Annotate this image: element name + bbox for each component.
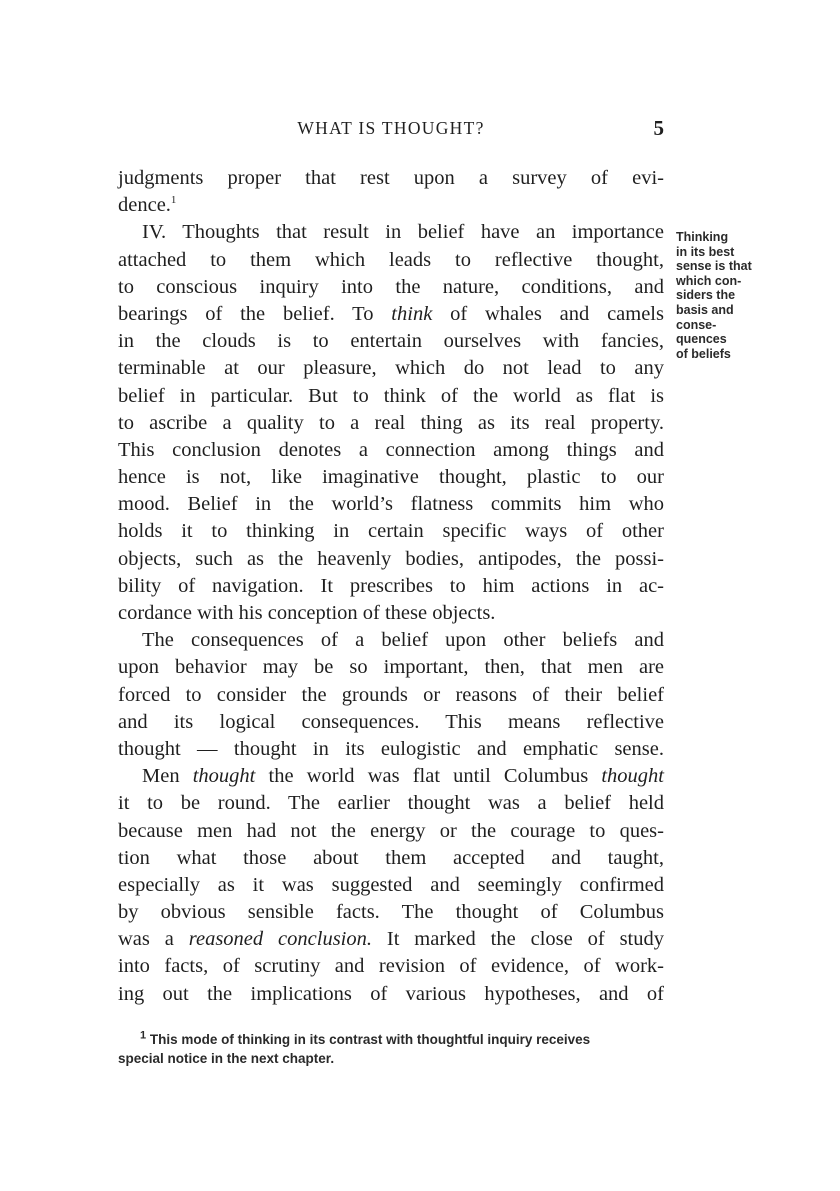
text-line: Men thought the world was flat until Columbus thought — [142, 765, 665, 788]
text-line: mood. Belief in the world’s flatness commits him who — [118, 493, 664, 516]
margin-note-line: siders the — [676, 288, 736, 303]
text-line: ing out the implications of various hypotheses, and of — [118, 982, 664, 1005]
text-line: terminable at our pleasure, which do not lead to any — [118, 357, 664, 380]
margin-note-line: Thinking — [676, 230, 729, 244]
footnote — [118, 1030, 674, 1068]
text-line: bility of navigation. It prescribes to him actions in ac- — [118, 574, 664, 597]
running-title: WHAT IS THOUGHT? — [297, 118, 485, 138]
text-line: judgments proper that rest upon a survey of evi- — [118, 167, 664, 189]
text-line: IV. Thoughts that result in belief have an importance — [142, 221, 664, 244]
text-line: to ascribe a quality to a real thing as its real property. — [118, 411, 664, 434]
margin-note-line: basis and — [676, 302, 734, 317]
paragraph — [118, 627, 664, 763]
margin-note-line: sense is that — [676, 259, 752, 274]
paragraph — [118, 219, 664, 627]
text-line: especially as it was suggested and seemingly confirmed — [118, 873, 664, 896]
text-line: because men had not the energy or the courage to ques- — [118, 819, 664, 842]
text-line: forced to consider the grounds or reasons of their belief — [118, 683, 664, 706]
text-line: belief in particular. But to think of the world as flat is — [118, 384, 664, 407]
text-line: attached to them which leads to reflective thought, — [118, 248, 664, 271]
text-line: into facts, of scrutiny and revision of evidence, of work- — [118, 955, 664, 978]
body-text — [118, 165, 664, 1008]
text-line: dence.$^1$ — [118, 194, 177, 217]
text-line: objects, such as the heavenly bodies, antipodes, the possi- — [118, 547, 664, 570]
running-header — [118, 118, 664, 144]
margin-note-line: conse- — [676, 317, 717, 332]
footnote-ref: 1 — [170, 194, 177, 207]
paragraph — [118, 165, 664, 219]
page-number: 5 — [653, 116, 664, 140]
text-line: by obvious sensible facts. The thought of Columbus — [118, 901, 664, 924]
text-line: thought — thought in its eulogistic and emphatic sense. — [118, 737, 664, 760]
text-line: in the clouds is to entertain ourselves with fancies, — [118, 330, 664, 353]
footnote-line: special notice in the next chapter. — [118, 1051, 335, 1066]
text-line: holds it to thinking in certain specific ways of other — [118, 520, 664, 543]
text-line: bearings of the belief. To think of whales and camels — [118, 302, 664, 325]
text-line: hence is not, like imaginative thought, plastic to our — [118, 466, 664, 489]
margin-note — [676, 230, 776, 361]
text-line: tion what those about them accepted and taught, — [118, 846, 664, 869]
footnote-marker: 1 — [140, 1029, 147, 1042]
text-line: to conscious inquiry into the nature, conditions, and — [118, 275, 664, 298]
text-line: upon behavior may be so important, then, that men are — [118, 656, 664, 679]
text-line: was a reasoned conclusion. It marked the close of study — [118, 928, 664, 951]
paragraph — [118, 763, 664, 1008]
margin-note-line: quences — [676, 332, 727, 347]
text-line: it to be round. The earlier thought was a belief held — [118, 792, 664, 815]
text-line: The consequences of a belief upon other beliefs and — [142, 629, 664, 652]
footnote-line: $^1$ This mode of thinking in its contrast with thoughtful inquiry receives — [140, 1029, 591, 1047]
text-line: This conclusion denotes a connection among things and — [118, 438, 664, 461]
text-line: cordance with his conception of these objects. — [118, 602, 496, 624]
margin-note-line: which con- — [676, 273, 742, 288]
text-line: and its logical consequences. This means reflective — [118, 710, 664, 733]
margin-note-line: of beliefs — [676, 346, 731, 361]
margin-note-line: in its best — [676, 244, 735, 259]
